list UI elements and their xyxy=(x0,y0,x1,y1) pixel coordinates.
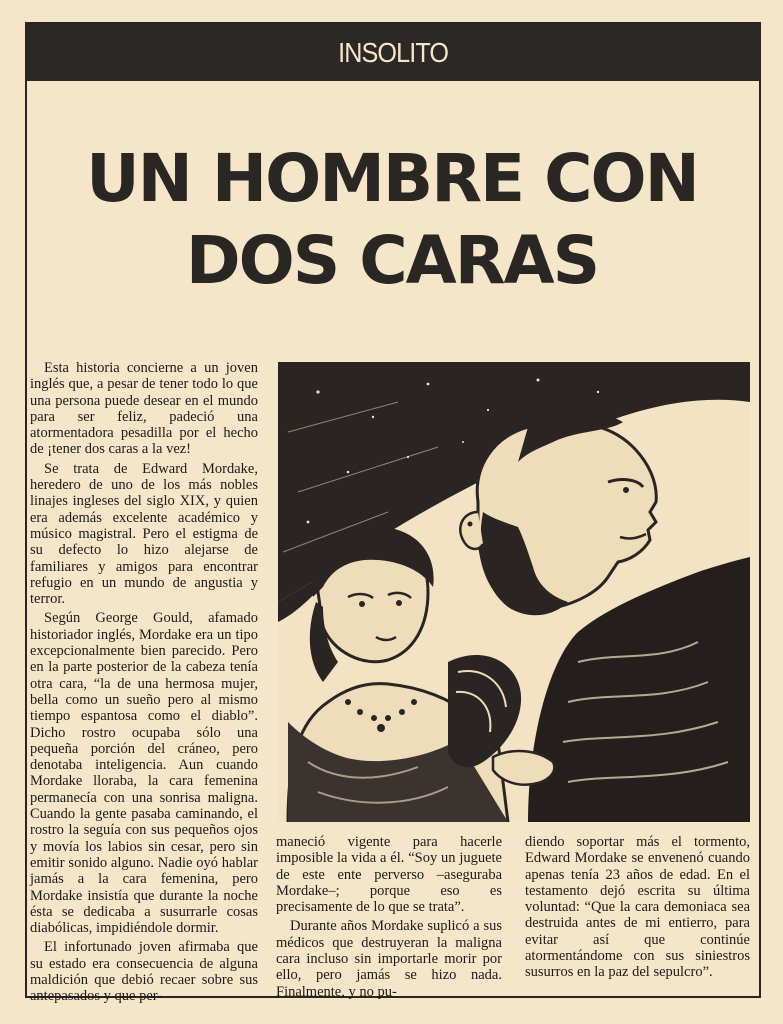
paragraph: Se trata de Edward Mordake, heredero de uno de los más nobles linajes ingleses del siglo XIX, y quien era además excelente académico y músico magistral. Pero el estigma de su defecto lo hizo alejarse de familiares y amigos para encontrar refugio en un mundo de angustia y terror. xyxy=(30,460,258,608)
headline-line-2: DOS CARAS xyxy=(185,222,599,299)
section-header-bar xyxy=(27,24,759,81)
paragraph: diendo soportar más el tormento, Edward Mordake se envenenó cuando apenas tenía 23 años de edad. En el testamento dejó escrita su última voluntad: “Que la cara demoniaca sea destruida antes de mi entierro, para evitar así que continúe atormentándome con sus siniestros susurros en la paz del sepulcro”. xyxy=(525,834,750,981)
headline-line-1: UN HOMBRE CON xyxy=(86,140,698,217)
paragraph: maneció vigente para hacerle imposible la vida a él. “Soy un juguete de este ente perverso –aseguraba Mordake–; porque eso es precisamente de lo que se trata”. xyxy=(276,834,502,916)
text-column-2 xyxy=(276,834,502,1003)
article-illustration xyxy=(278,362,750,822)
paragraph: El infortunado joven afirmaba que su estado era consecuencia de alguna maldición que debió recaer sobre sus antepasados y que per- xyxy=(30,939,258,1005)
illustration-drawing xyxy=(278,362,750,822)
section-label: INSOLITO xyxy=(338,36,448,68)
paragraph: Según George Gould, afamado historiador inglés, Mordake era un tipo excepcionalmente bien parecido. Pero en la parte posterior de la cabeza tenía otra cara, “la de una hermosa mujer, bella como un sueño pero al mismo tiempo espantosa como el diablo”. Dicho rostro ocupaba sólo una pequeña porción del cráneo, pero denotaba inteligencia. Aun cuando Mordake lloraba, la cara femenina permanecía con una sonrisa maligna. Cuando la gente pasaba caminando, el rostro la seguía con sus pequeños ojos y movía los labios sin cesar, pero sin emitir sonido alguno. Nadie oyó hablar jamás a la cara femenina, pero Mordake insistía que durante la noche ésta se dedicaba a susurrarle cosas diabólicas, impidiéndole dormir. xyxy=(30,610,258,937)
paragraph: Durante años Mordake suplicó a sus médicos que destruyeran la maligna cara incluso sin importarle morir por ello, pero jamás se hizo nada. Finalmente, y no pu- xyxy=(276,918,502,1000)
article-headline xyxy=(30,138,754,302)
text-column-1 xyxy=(30,360,258,1008)
text-column-3 xyxy=(525,834,750,984)
paragraph: Esta historia concierne a un joven inglés que, a pesar de tener todo lo que una persona puede desear en el mundo para ser feliz, padeció una atormentadora pesadilla por el hecho de ¡tener dos caras a la vez! xyxy=(30,360,258,458)
